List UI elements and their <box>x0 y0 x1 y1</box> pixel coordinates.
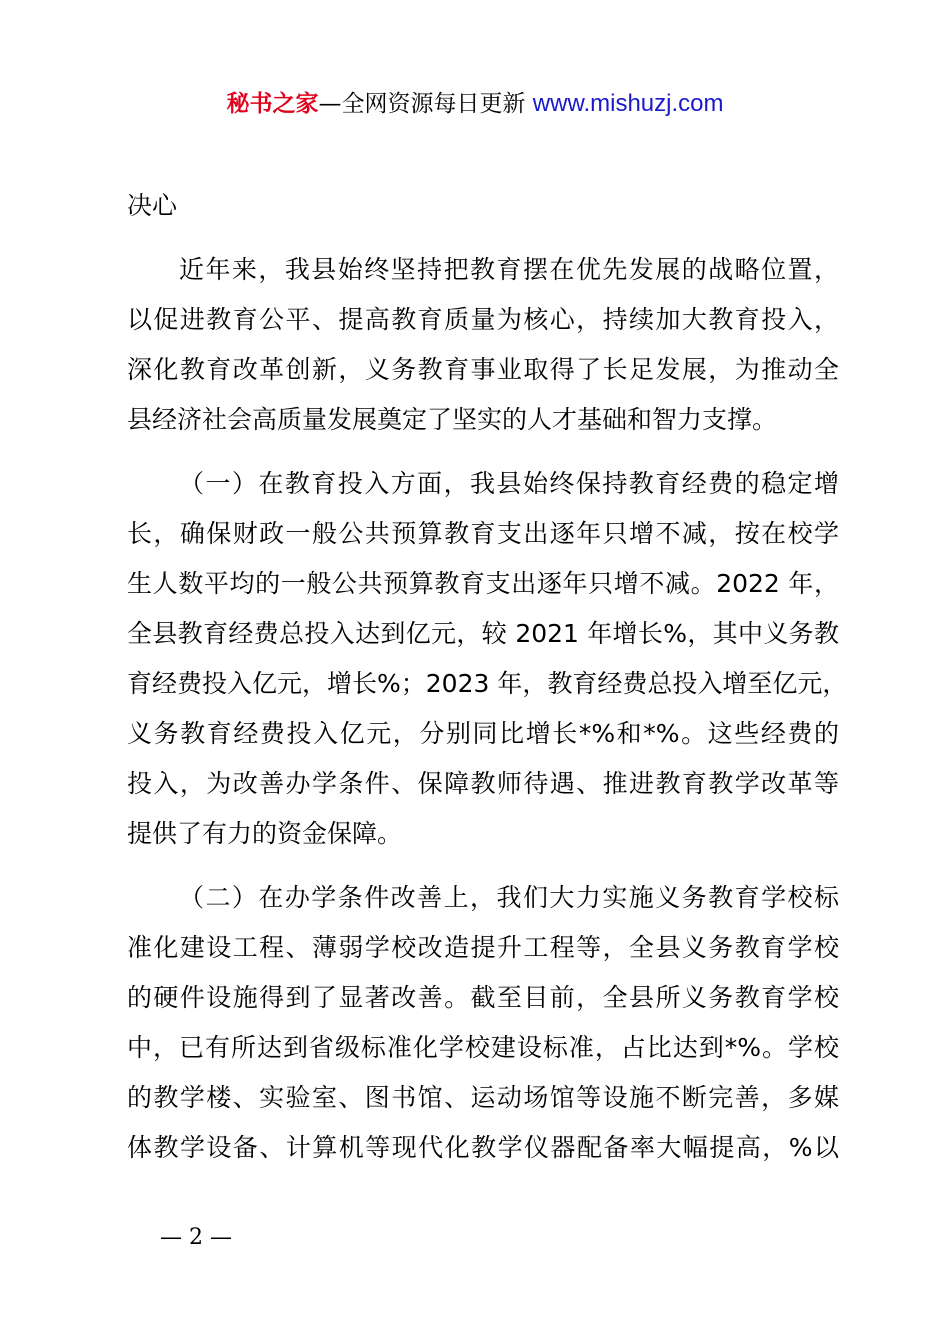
paragraph-line: 县经济社会高质量发展奠定了坚实的人才基础和智力支撑。 <box>127 405 778 434</box>
paragraph-intro <box>127 245 839 445</box>
paragraph-line: 体教学设备、计算机等现代化教学仪器配备率大幅提高，%以 <box>127 1133 839 1162</box>
paragraph-line: 的硬件设施得到了显著改善。截至目前，全县所义务教育学校 <box>127 983 839 1012</box>
paragraph-line: 全县教育经费总投入达到亿元，较 2021 年增长%，其中义务教 <box>127 619 839 648</box>
paragraph-line: 近年来，我县始终坚持把教育摆在优先发展的战略位置， <box>179 255 839 284</box>
site-url-link[interactable]: www.mishuzj.com <box>532 90 724 117</box>
paragraph-line: （二）在办学条件改善上，我们大力实施义务教育学校标 <box>179 883 839 912</box>
header-tagline: —全网资源每日更新 <box>318 91 533 117</box>
paragraph-line: 的教学楼、实验室、图书馆、运动场馆等设施不断完善，多媒 <box>127 1083 839 1112</box>
paragraph-line: 以促进教育公平、提高教育质量为核心，持续加大教育投入， <box>127 305 839 334</box>
page-number: — 2 — <box>160 1225 232 1250</box>
brand-name: 秘书之家 <box>226 91 319 117</box>
document-body <box>127 181 848 1173</box>
paragraph-line: （一）在教育投入方面，我县始终保持教育经费的稳定增 <box>179 469 839 498</box>
paragraph-line: 义务教育经费投入亿元，分别同比增长*%和*%。这些经费的 <box>127 719 839 748</box>
paragraph-line: 中，已有所达到省级标准化学校建设标准，占比达到*%。学校 <box>127 1033 839 1062</box>
paragraph-line: 长，确保财政一般公共预算教育支出逐年只增不减，按在校学 <box>127 519 839 548</box>
site-header <box>0 88 950 120</box>
paragraph-line: 提供了有力的资金保障。 <box>127 819 403 848</box>
paragraph-line: 深化教育改革创新，义务教育事业取得了长足发展，为推动全 <box>127 355 839 384</box>
paragraph-line: 育经费投入亿元，增长%；2023 年，教育经费总投入增至亿元， <box>127 669 848 698</box>
paragraph-line: 生人数平均的一般公共预算教育支出逐年只增不减。2022 年， <box>127 569 839 598</box>
lead-line: 决心 <box>127 191 178 220</box>
paragraph-facilities <box>127 873 839 1173</box>
paragraph-line: 投入，为改善办学条件、保障教师待遇、推进教育教学改革等 <box>127 769 839 798</box>
paragraph-line: 准化建设工程、薄弱学校改造提升工程等，全县义务教育学校 <box>127 933 839 962</box>
paragraph-investment <box>127 459 848 859</box>
